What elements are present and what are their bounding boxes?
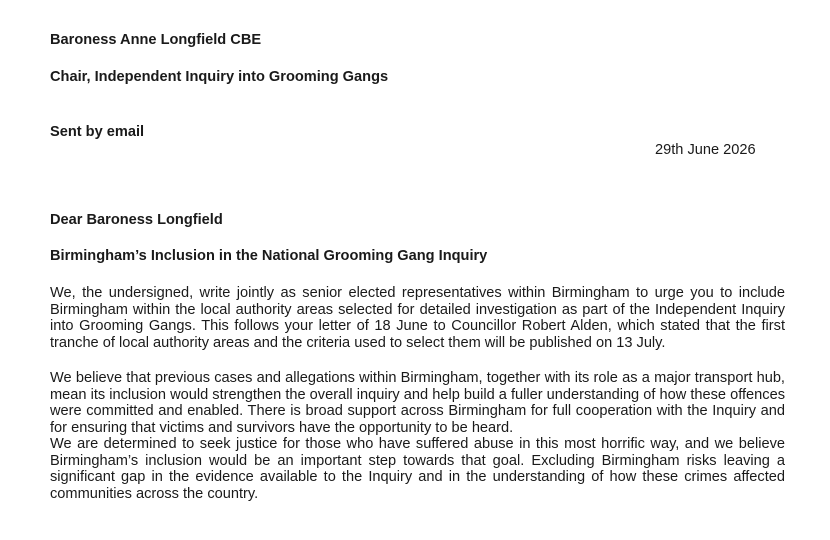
letter-subject: Birmingham’s Inclusion in the National Grooming Gang Inquiry — [50, 248, 488, 264]
body-paragraph-2 — [50, 370, 785, 502]
letter-date: 29th June 2026 — [655, 142, 756, 158]
recipient-name: Baroness Anne Longfield CBE — [50, 32, 262, 48]
delivery-method: Sent by email — [50, 124, 145, 140]
body-paragraph-1: We, the undersigned, write jointly as senior elected representatives within Birmingham to urge you to include Birmingham within the local authority areas selected for detailed investigation as part of the Independent Inquiry into Grooming Gangs. This follows your letter of 18 June to Councillor Robert Alden, which stated that the first tranche of local authority areas and the criteria used to select them will be published on 13 July. — [50, 285, 785, 351]
body-paragraph-2-part-1: We believe that previous cases and allegations within Birmingham, together with its role as a major transport hub, mean its inclusion would strengthen the overall inquiry and help build a fuller understanding of how these offences were committed and enabled. There is broad support across Birmingham for full cooperation with the Inquiry and for ensuring that victims and survivors have the opportunity to be heard. — [50, 370, 785, 436]
body-paragraph-2-part-2: We are determined to seek justice for those who have suffered abuse in this most horrific way, and we believe Birmingham’s inclusion would be an important step towards that goal. Excluding Birmingham risks leaving a significant gap in the evidence available to the Inquiry and in the understanding of how these crimes affected communities across the country. — [50, 436, 785, 502]
salutation: Dear Baroness Longfield — [50, 212, 223, 228]
recipient-title: Chair, Independent Inquiry into Grooming Gangs — [50, 69, 389, 85]
